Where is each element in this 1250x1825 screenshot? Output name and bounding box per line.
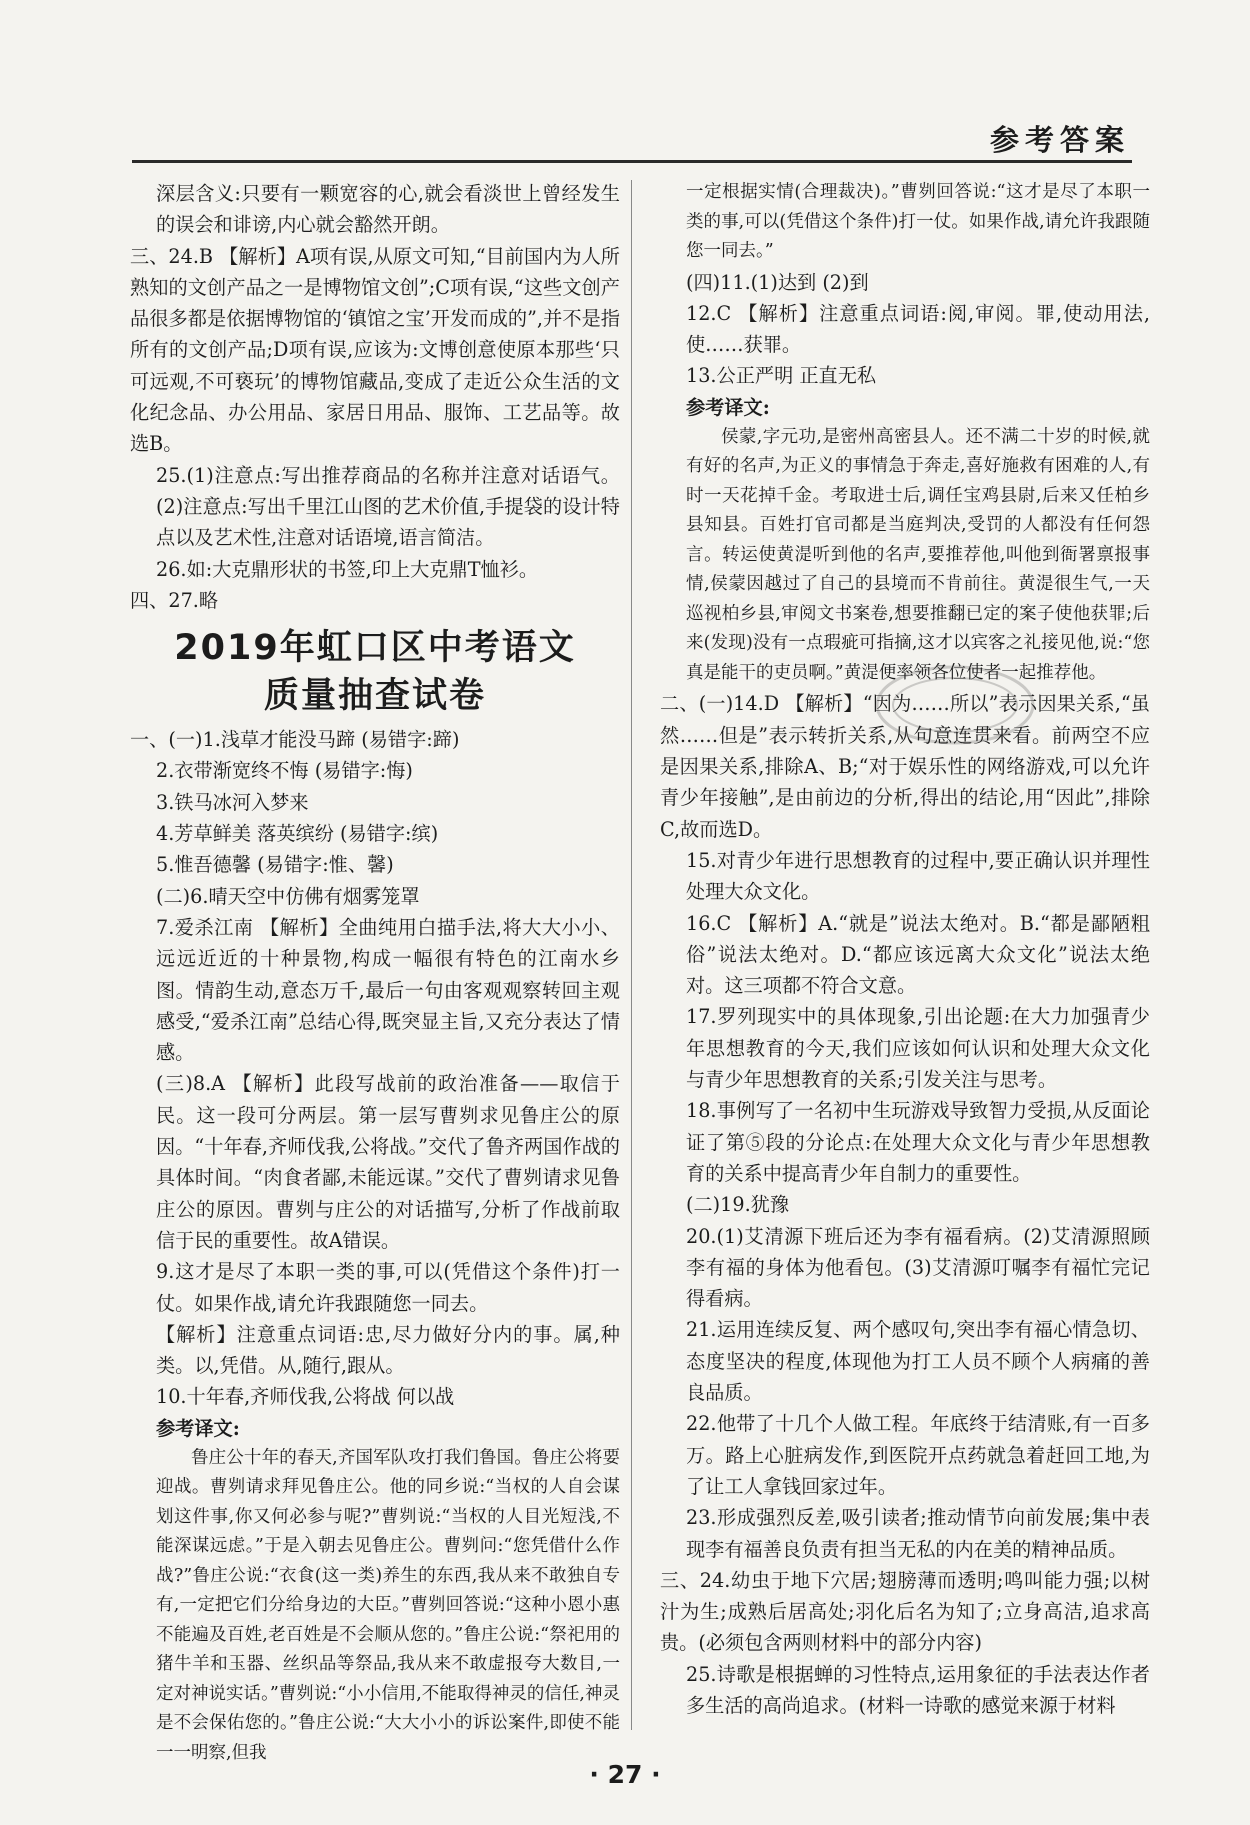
answer-paragraph: 4.芳草鲜美 落英缤纷 (易错字:缤) (156, 822, 439, 846)
answer-paragraph: 15.对青少年进行思想教育的过程中,要正确认识并理性处理大众文化。 (686, 848, 1150, 904)
watermark-stamp-icon (870, 660, 1040, 750)
answer-paragraph: (四)11.(1)达到 (2)到 (686, 270, 869, 294)
page-number: · 27 · (589, 1760, 661, 1789)
answer-paragraph: 一、(一)1.浅草才能没马蹄 (易错字:蹄) (130, 728, 460, 752)
answer-paragraph: 2.衣带渐宽终不悔 (易错字:悔) (156, 759, 413, 783)
right-column (660, 178, 1150, 1721)
answer-paragraph: 鲁庄公十年的春天,齐国军队攻打我们鲁国。鲁庄公将要迎战。曹刿请求拜见鲁庄公。他的同乡说:“当权的人自会谋划这件事,你又何必参与呢?”曹刿说:“当权的人目光短浅,不能深谋远虑。”于是入朝去见鲁庄公。曹刿问:“您凭借什么作战?”鲁庄公说:“衣食(这一类)养生的东西,我从来不敢独自专有,一定把它们分给身边的大臣。”曹刿回答说:“这种小恩小惠不能遍及百姓,老百姓是不会顺从您的。”鲁庄公说:“祭祀用的猪牛羊和玉器、丝织品等祭品,我从来不敢虚报夸大数目,一定对神说实话。”曹刿说:“小小信用,不能取得神灵的信任,神灵是不会保佑您的。”鲁庄公说:“大大小小的诉讼案件,即使不能一一明察,但我 (156, 1447, 620, 1763)
answer-paragraph: 参考译文: (156, 1416, 240, 1440)
answer-paragraph: 13.公正严明 正直无私 (686, 364, 877, 388)
answer-paragraph: (三)8.A 【解析】此段写战前的政治准备——取信于民。这一段可分两层。第一层写曹刿求见鲁庄公的原因。“十年春,齐师伐我,公将战。”交代了鲁齐两国作战的具体时间。“肉食者鄙,未能远谋。”交代了曹刿请求见鲁庄公的原因。曹刿与庄公的对话描写,分析了作战前取信于民的重要性。故A错误。 (156, 1072, 620, 1252)
left-column (130, 178, 620, 1768)
answer-paragraph: 【解析】注意重点词语:忠,尽力做好分内的事。属,种类。以,凭借。从,随行,跟从。 (156, 1322, 620, 1378)
answer-paragraph: 二、(一)14.D 【解析】“因为……所以”表示因果关系,“虽然……但是”表示转折关系,从句意连贯来看。前两空不应是因果关系,排除A、B;“对于娱乐性的网络游戏,可以允许青少年接触”,是由前边的分析,得出的结论,用“因此”,排除C,故而选D。 (660, 692, 1150, 841)
answer-paragraph: 16.C 【解析】A.“就是”说法太绝对。B.“都是鄙陋粗俗”说法太绝对。D.“都应该远离大众文化”说法太绝对。这三项都不符合文意。 (686, 911, 1150, 998)
answer-paragraph: 20.(1)艾清源下班后还为李有福看病。(2)艾清源照顾李有福的身体为他看包。(3)艾清源叮嘱李有福忙完记得看病。 (686, 1224, 1150, 1311)
answer-paragraph: 18.事例写了一名初中生玩游戏导致智力受损,从反面论证了第⑤段的分论点:在处理大众文化与青少年思想教育的关系中提高青少年自制力的重要性。 (686, 1099, 1150, 1185)
exam-title (130, 624, 620, 720)
page-header-title: 参考答案 (989, 123, 1130, 157)
answer-paragraph: 深层含义:只要有一颗宽容的心,就会看淡世上曾经发生的误会和诽谤,内心就会豁然开朗。 (156, 182, 620, 237)
answer-paragraph: 9.这才是尽了本职一类的事,可以(凭借这个条件)打一仗。如果作战,请允许我跟随您一同去。 (156, 1260, 620, 1315)
answer-paragraph: (二)6.晴天空中仿佛有烟雾笼罩 (156, 884, 420, 908)
answer-paragraph: 26.如:大克鼎形状的书签,印上大克鼎T恤衫。 (156, 557, 539, 581)
exam-title-line: 质量抽查试卷 (263, 676, 486, 717)
answer-paragraph: 17.罗列现实中的具体现象,引出论题:在大力加强青少年思想教育的今天,我们应该如何认识和处理大众文化与青少年思想教育的关系;引发关注与思考。 (686, 1005, 1150, 1092)
answer-paragraph: 12.C 【解析】注意重点词语:阅,审阅。罪,使动用法,使……获罪。 (686, 301, 1150, 357)
answer-paragraph: 7.爱杀江南 【解析】全曲纯用白描手法,将大大小小、远远近近的十种景物,构成一幅很有特色的江南水乡图。情韵生动,意态万千,最后一句由客观观察转回主观感受,“爱杀江南”总结心得,既突显主旨,又充分表达了情感。 (156, 915, 620, 1065)
answer-paragraph: 3.铁马冰河入梦来 (156, 790, 309, 814)
answer-paragraph: 25.(1)注意点:写出推荐商品的名称并注意对话语气。(2)注意点:写出千里江山图的艺术价值,手提袋的设计特点以及艺术性,注意对话语境,语言简洁。 (156, 463, 620, 550)
answer-paragraph: 25.诗歌是根据蝉的习性特点,运用象征的手法表达作者多生活的高尚追求。(材料一诗歌的感觉来源于材料 (686, 1662, 1150, 1717)
answer-paragraph: 10.十年春,齐师伐我,公将战 何以战 (156, 1385, 455, 1409)
answer-paragraph: (二)19.犹豫 (686, 1193, 790, 1217)
header-rule (132, 160, 1132, 163)
answer-paragraph: 22.他带了十几个人做工程。年底终于结清账,有一百多万。路上心脏病发作,到医院开点药就急着赶回工地,为了让工人拿钱回家过年。 (686, 1412, 1150, 1498)
answer-paragraph: 21.运用连续反复、两个感叹句,突出李有福心情急切、态度坚决的程度,体现他为打工人员不顾个人病痛的善良品质。 (686, 1318, 1150, 1405)
answer-paragraph: 侯蒙,字元功,是密州高密县人。还不满二十岁的时候,就有好的名声,为正义的事情急于奔走,喜好施救有困难的人,有时一天花掉千金。考取进士后,调任宝鸡县尉,后来又任柏乡县知县。百姓打官司都是当庭判决,受罚的人都没有任何怨言。转运使黄湜听到他的名声,要推荐他,叫他到衙署禀报事情,侯蒙因越过了自己的县境而不肯前往。黄湜很生气,一天巡视柏乡县,审阅文书案卷,想要推翻已定的案子使他获罪;后来(发现)没有一点瑕疵可指摘,这才以宾客之礼接见他,说:“您真是能干的吏员啊。”黄湜便率领各位使者一起推荐他。 (686, 426, 1150, 683)
answer-paragraph: 一定根据实情(合理裁决)。”曹刿回答说:“这才是尽了本职一类的事,可以(凭借这个条件)打一仗。如果作战,请允许我跟随您一同去。” (686, 182, 1150, 261)
answer-paragraph: 三、24.幼虫于地下穴居;翅膀薄而透明;鸣叫能力强;以树汁为生;成熟后居高处;羽化后名为知了;立身高洁,追求高贵。(必须包含两则材料中的部分内容) (660, 1568, 1150, 1655)
answer-paragraph: 参考译文: (686, 395, 770, 419)
exam-title-line: 2019年虹口区中考语文 (174, 628, 576, 669)
column-divider (631, 180, 632, 1730)
answer-paragraph: 5.惟吾德馨 (易错字:惟、馨) (156, 853, 394, 877)
answer-paragraph: 三、24.B 【解析】A项有误,从原文可知,“目前国内为人所熟知的文创产品之一是博物馆文创”;C项有误,“这些文创产品很多都是依据博物馆的‘镇馆之宝’开发而成的”,并不是指所有的文创产品;D项有误,应该为:文博创意使原本那些‘只可远观,不可亵玩’的博物馆藏品,变成了走近公众生活的文化纪念品、办公用品、家居日用品、服饰、工艺品等。故选B。 (130, 244, 620, 456)
answer-paragraph: 23.形成强烈反差,吸引读者;推动情节向前发展;集中表现李有福善良负责有担当无私的内在美的精神品质。 (686, 1506, 1150, 1561)
answer-paragraph: 四、27.略 (130, 588, 219, 612)
